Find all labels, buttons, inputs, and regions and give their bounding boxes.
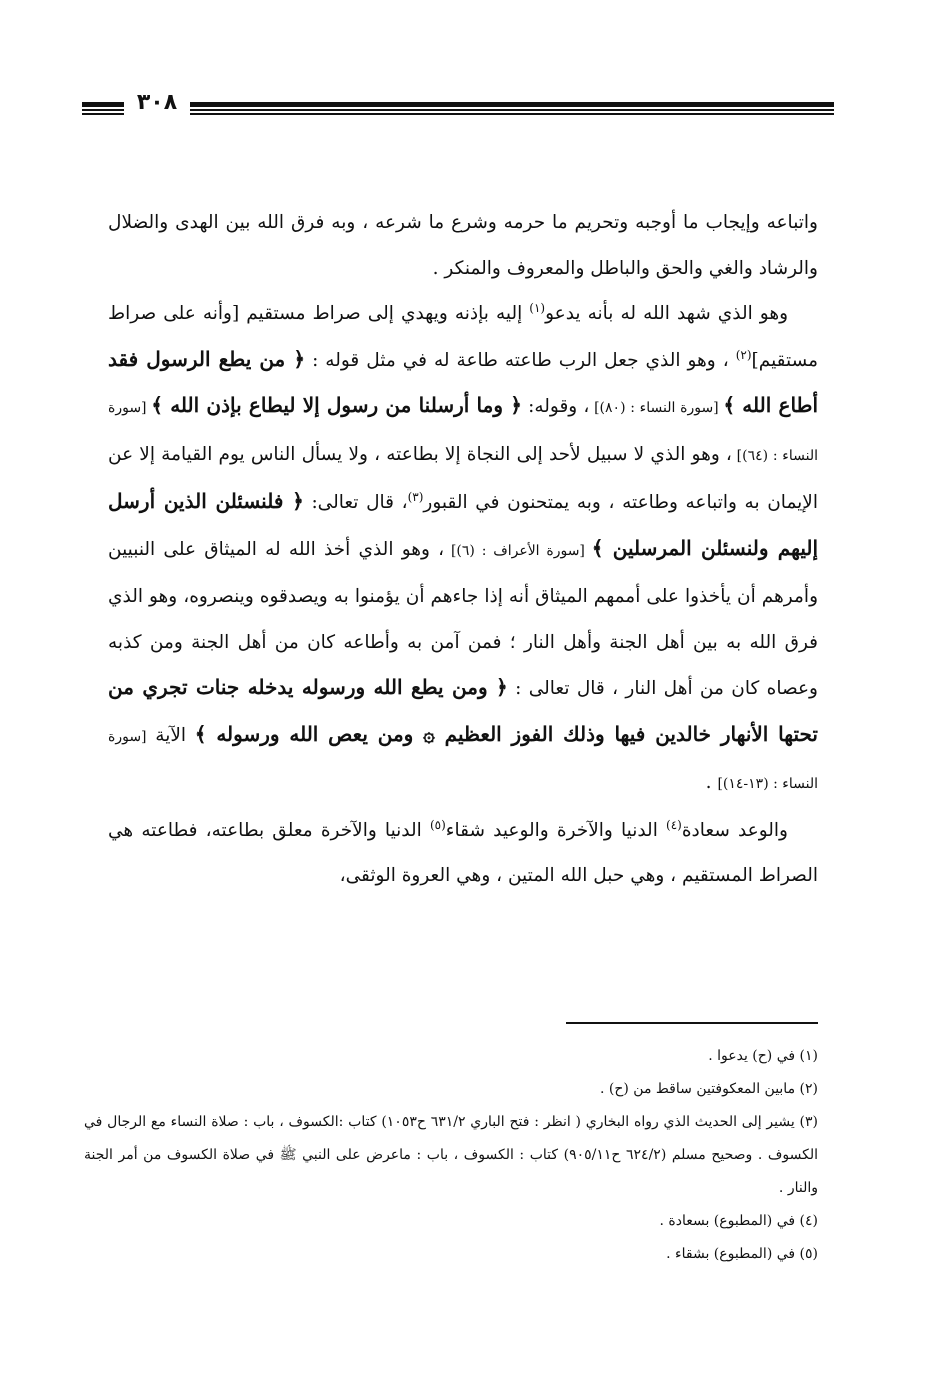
header-rule bbox=[82, 109, 124, 111]
quran-verse: ﴿ فلنسئلن الذين أرسل إليهم ولنسئلن المرسلين ﴾ bbox=[108, 489, 819, 560]
text: ، وهو الذي جعل الرب طاعته طاعة له في مثل قوله : bbox=[305, 349, 736, 371]
footnote-marker: (٥) bbox=[429, 817, 446, 832]
page-header bbox=[82, 90, 834, 124]
text: ، وقوله: bbox=[521, 396, 590, 417]
text: ، وهو الذي أخذ الله له الميثاق على النبيين وأمرهم أن يأخذوا على أممهم الميثاق أنه إذا جاءهم أن يؤمنوا به ويصدقوه وينصروه، وهو الذي فرق الله به بين أهل الجنة وأهل النار ؛ فمن آمن به وأطاعه كان من أهل الجنة ومن كذبه وعصاه كان من أهل النار ، قال تعالى : bbox=[108, 538, 818, 699]
header-rule bbox=[190, 102, 834, 107]
paragraph-3 bbox=[108, 808, 818, 899]
footnote: (٢) مابين المعكوفتين ساقط من (ح) . bbox=[599, 1081, 818, 1097]
text: إليه بإذنه ويهدي إلى صراط مستقيم [وأنه على صراط مستقيم] bbox=[108, 303, 819, 371]
footnote: (٣) يشير إلى الحديث الذي رواه البخاري ( انظر : فتح الباري ٦٣١/٢ ح١٠٥٣) كتاب :الكسوف ، باب : صلاة النساء مع الرجال في الكسوف . وصحيح مسلم (٦٢٤/٢ ح٩٠٥/١١) كتاب : الكسوف ، باب : ماعرض على النبي ﷺ في صلاة الكسوف من أمر الجنة والنار . bbox=[84, 1114, 818, 1196]
footnote-marker: (٣) bbox=[407, 489, 424, 504]
verse-reference: [سورة النساء : (١٣-١٤)] bbox=[108, 728, 818, 792]
quran-verse: ﴿ ومن يطع الله ورسوله يدخله جنات تجري من تحتها الأنهار خالدين فيها وذلك الفوز العظيم ۞ ومن يعص الله ورسوله ﴾ bbox=[108, 675, 818, 746]
text: الدنيا والآخرة والوعيد شقاء bbox=[445, 819, 666, 841]
footnote: (٤) في (المطبوع) بسعادة . bbox=[659, 1213, 818, 1229]
verse-reference: [سورة النساء : (٨٠)] bbox=[589, 400, 724, 416]
header-rule bbox=[190, 109, 834, 111]
text: . bbox=[705, 772, 718, 793]
footnote-marker: (٤) bbox=[666, 817, 682, 832]
text: الآية bbox=[146, 724, 195, 746]
footnote: (١) في (ح) يدعوا . bbox=[708, 1048, 818, 1064]
body-text bbox=[108, 200, 818, 899]
quran-verse: ﴿ من يطع الرسول فقد أطاع الله ﴾ bbox=[108, 346, 819, 417]
footnote-separator bbox=[566, 1022, 818, 1024]
header-rule bbox=[82, 113, 124, 115]
text: الدنيا والآخرة معلق بطاعته، فطاعته هي الصراط المستقيم ، وهي حبل الله المتين ، وهي العروة الوثقى، bbox=[108, 819, 818, 886]
footnote-marker: (٢) bbox=[735, 347, 752, 362]
page-number: ٣٠٨ bbox=[136, 90, 178, 115]
text: واتباعه وإيجاب ما أوجبه وتحريم ما حرمه وشرع ما شرعه ، وبه فرق الله بين الهدى والضلال والرشاد والغي والحق والباطل والمعروف والمنكر . bbox=[108, 212, 818, 279]
verse-reference: [سورة الأعراف : (٦)] bbox=[444, 542, 592, 559]
footnote-marker: (١) bbox=[529, 300, 546, 315]
text: ، قال تعالى: bbox=[303, 492, 408, 513]
paragraph-2 bbox=[108, 291, 818, 808]
quran-verse: ﴿ وما أرسلنا من رسول إلا ليطاع بإذن الله ﴾ bbox=[151, 393, 522, 417]
text: وهو الذي شهد الله له بأنه يدعو bbox=[545, 303, 789, 324]
header-rule bbox=[82, 102, 124, 107]
footnote: (٥) في (المطبوع) بشقاء . bbox=[666, 1246, 818, 1262]
text: ، وهو الذي لا سبيل لأحد إلى النجاة إلا بطاعته ، ولا يسأل الناس يوم القيامة إلا عن الإيمان به واتباعه وطاعته ، وبه يمتحنون في القبور bbox=[108, 443, 818, 513]
header-rule bbox=[190, 113, 834, 115]
verse-reference: [سورة النساء : (٦٤)] bbox=[108, 400, 818, 464]
paragraph-1 bbox=[108, 200, 818, 291]
footnotes bbox=[84, 1040, 818, 1271]
text: والوعد سعادة bbox=[681, 819, 788, 841]
